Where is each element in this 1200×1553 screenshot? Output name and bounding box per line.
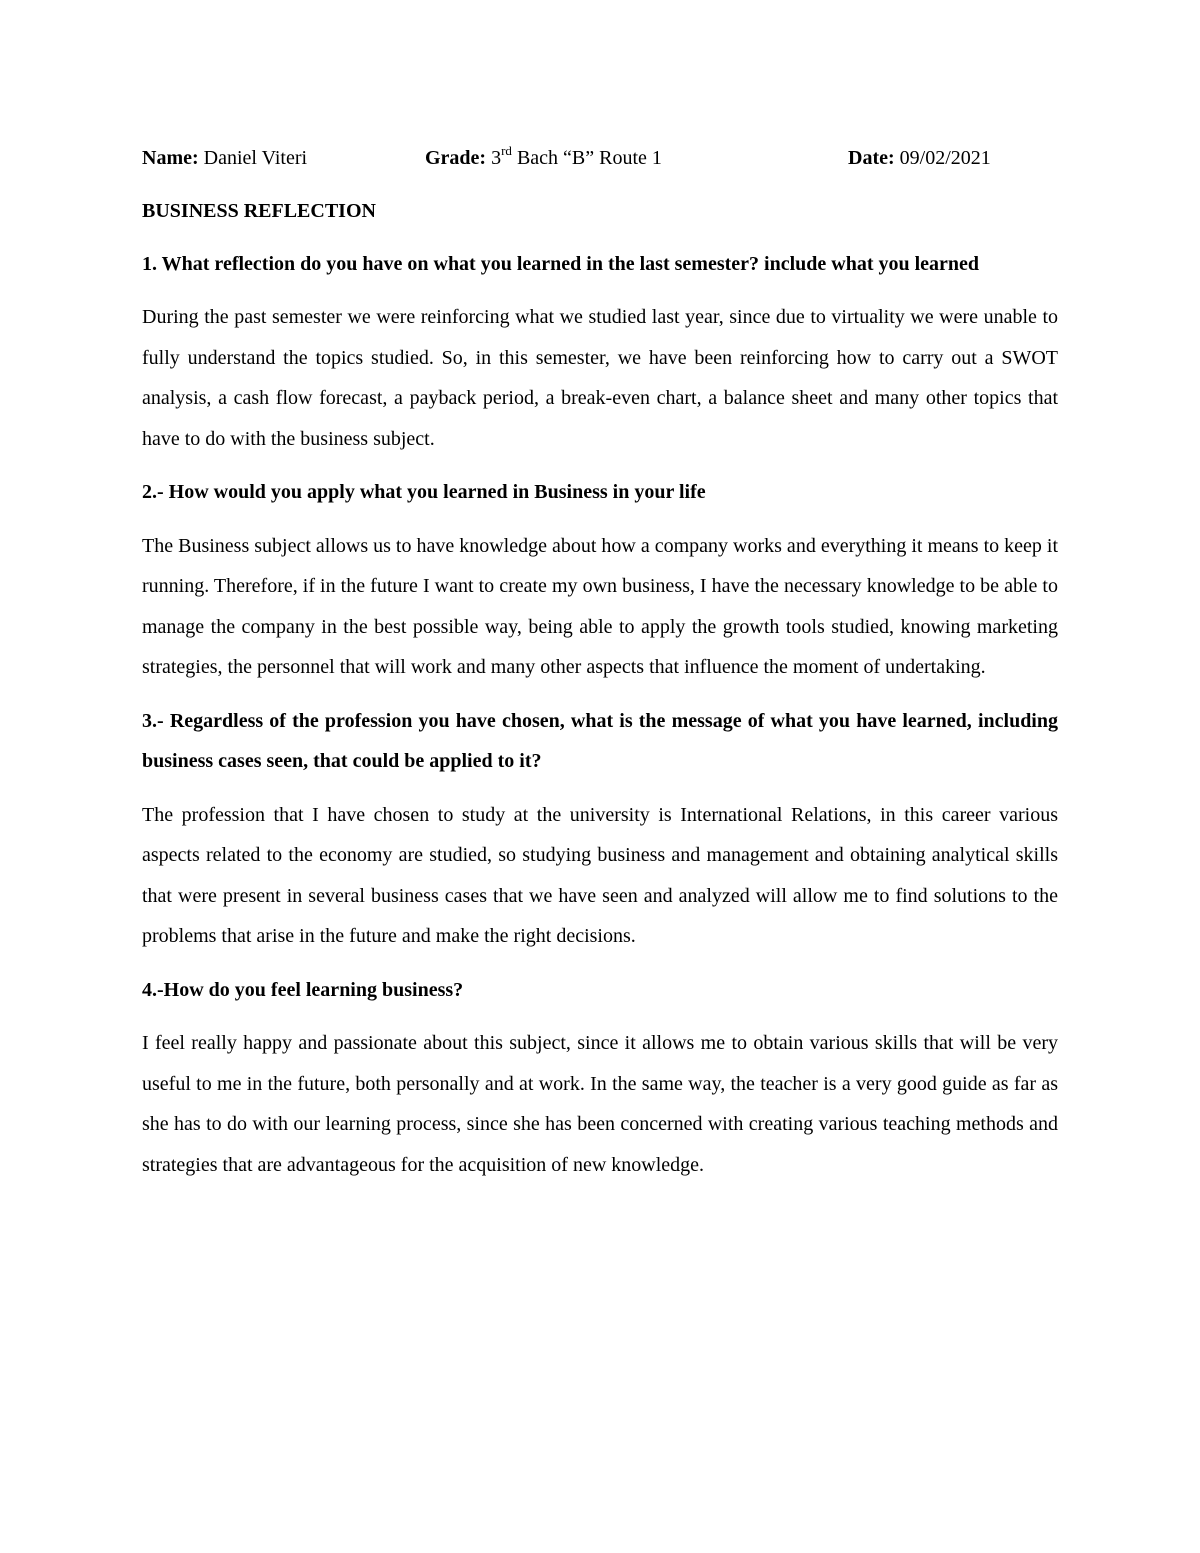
grade-rest: Bach “B” Route 1 (516, 147, 662, 169)
date-field (848, 138, 991, 179)
answer-3: The profession that I have chosen to study at the university is International Relations, in this career various aspects related to the economy are studied, so studying business and management and obtaining analytical skills that were present in several business cases that we have seen and analyzed will allow me to find solutions to the problems that arise in the future and make the right decisions. (142, 803, 1058, 947)
header-row (142, 138, 1058, 178)
grade-field (425, 138, 662, 179)
document-title: BUSINESS REFLECTION (142, 200, 376, 222)
question-2: 2.- How would you apply what you learned in Business in your life (142, 481, 706, 503)
date-label: Date: (848, 147, 895, 169)
question-3: 3.- Regardless of the profession you have chosen, what is the message of what you have learned, including business cases seen, that could be applied to it? (142, 709, 1058, 772)
name-value: Daniel Viteri (203, 147, 308, 169)
answer-2: The Business subject allows us to have knowledge about how a company works and everything it means to keep it running. Therefore, if in the future I want to create my own business, I have the necessary knowledge to be able to manage the company in the best possible way, being able to apply the growth tools studied, knowing marketing strategies, the personnel that will work and many other aspects that influence the moment of undertaking. (142, 534, 1058, 678)
name-field (142, 138, 307, 179)
grade-label: Grade: (425, 147, 487, 169)
name-label: Name: (142, 147, 199, 169)
document-body (142, 138, 1058, 1185)
question-4: 4.-How do you feel learning business? (142, 978, 464, 1001)
grade-suffix: rd (501, 143, 512, 159)
grade-number: 3 (491, 147, 502, 169)
date-value: 09/02/2021 (899, 147, 991, 169)
question-1: 1. What reflection do you have on what you learned in the last semester? include what you learned (142, 252, 980, 275)
answer-1: During the past semester we were reinforcing what we studied last year, since due to virtuality we were unable to fully understand the topics studied. So, in this semester, we have been reinforcing how to carry out a SWOT analysis, a cash flow forecast, a payback period, a break-even chart, a balance sheet and many other topics that have to do with the business subject. (142, 306, 1058, 450)
answer-4: I feel really happy and passionate about this subject, since it allows me to obtain various skills that will be very useful to me in the future, both personally and at work. In the same way, the teacher is a very good guide as far as she has to do with our learning process, since she has been concerned with creating various teaching methods and strategies that are advantageous for the acquisition of new knowledge. (142, 1032, 1058, 1176)
